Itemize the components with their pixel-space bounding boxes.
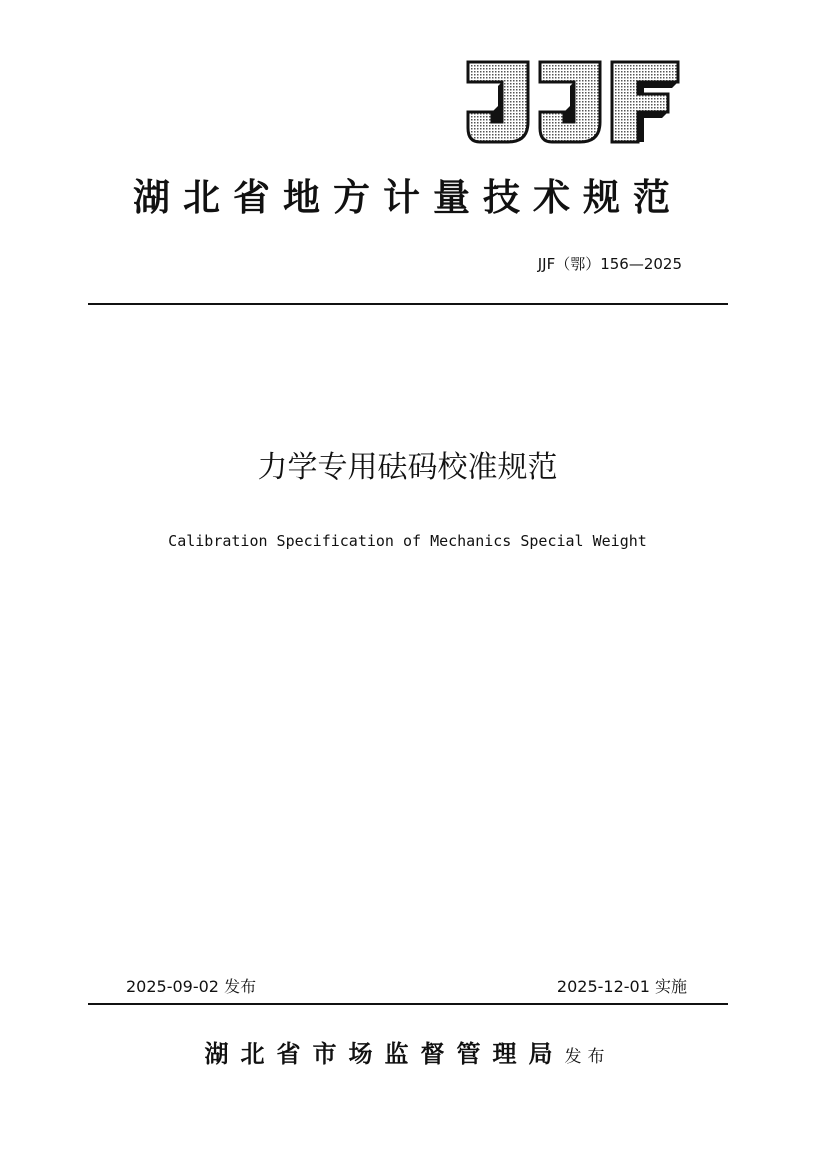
issuer-line <box>0 1034 815 1077</box>
implementation-date: 2025-12-01 实施 <box>556 977 687 996</box>
document-title-en: Calibration Specification of Mechanics Special Weight <box>168 532 647 550</box>
standard-code: JJF（鄂）156—2025 <box>537 255 682 273</box>
issuer-name: 湖北省市场监督管理局 <box>204 1039 565 1068</box>
standard-series-title: 湖北省地方计量技术规范 <box>133 175 683 219</box>
issue-date: 2025-09-02 发布 <box>126 977 257 996</box>
bottom-divider <box>88 1003 728 1005</box>
jjf-emblem-icon <box>462 56 684 148</box>
document-title-zh: 力学专用砝码校准规范 <box>257 450 558 485</box>
top-divider <box>88 303 728 305</box>
issuer-suffix: 发布 <box>564 1047 611 1067</box>
